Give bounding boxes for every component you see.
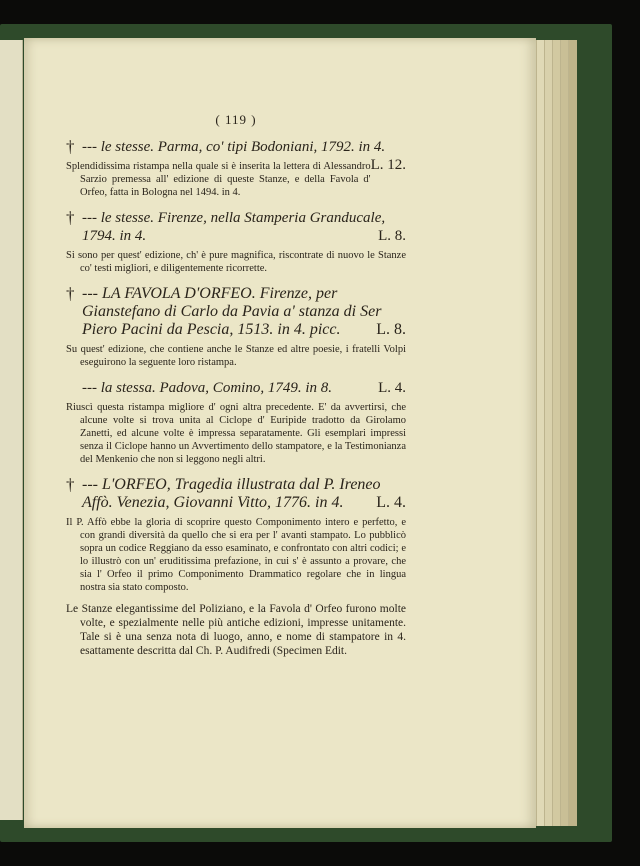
entry-title: --- L'ORFEO, Tragedia illustrata dal P. Ireneo Affò. Venezia, Giovanni Vitto, 1776. in 4.: [82, 476, 381, 511]
entry-description: Splendidissima ristampa nella quale si è inserita la lettera di Alessandro Sarzio premessa all' edizione di queste Stanze, e della Favola d' Orfeo, fatta in Bologna nel 1494. in 4.: [66, 161, 371, 198]
catalog-entry: [66, 285, 406, 369]
entry-price: L. 8.: [376, 321, 406, 338]
closing-paragraph: Le Stanze elegantissime del Poliziano, e la Favola d' Orfeo furono molte volte, e spezialmente nelle più antiche edizioni, impresse unitamente. Tale si è una senza nota di luogo, anno, e nome di stampatore in 4. esattamente descritta dal Ch. P. Audifredi (Specimen Edit.: [66, 603, 406, 657]
entry-heading: [66, 379, 406, 397]
entry-description: Su quest' edizione, che contiene anche le Stanze ed altre poesie, i fratelli Volpi eseguirono la seguente loro ristampa.: [66, 344, 406, 368]
entry-title: --- le stesse. Parma, co' tipi Bodoniani, 1792. in 4.: [82, 139, 386, 155]
catalog-entry: [66, 476, 406, 594]
page-stack-edge: [568, 40, 577, 826]
dagger-mark: †: [66, 208, 75, 227]
entry-description: Riuscì questa ristampa migliore d' ogni altra precedente. E' da avvertirsi, che alcune volte si trova unita al Ciclope d' Euripide tradotto da Girolamo Zanetti, ed alcune volte è impressa separatamente. Gli esemplari impressi senza il Ciclope hanno un Avvertimento dello stampatore, e la Testimonianza del Menkenio che non si leggono negli altri.: [66, 402, 406, 465]
entry-price: L. 8.: [378, 228, 406, 244]
entry-title: --- le stesse. Firenze, nella Stamperia Granducale, 1794. in 4.: [82, 210, 386, 244]
entry-description: Il P. Affò ebbe la gloria di scoprire questo Componimento intero e perfetto, e con grandi diversità da quello che si era per l' avanti stampato. Lo pubblicò sopra un codice Reggiano da esso esaminato, e confrontato con altri codici; e lo illustrò con un' eruditissima prefazione, in cui s' è assunto a provare, che sia l' Orfeo il primo Componimento Drammatico regolare che in lingua nostra sia stato composto.: [66, 517, 406, 593]
dagger-mark: †: [66, 284, 75, 303]
entry-heading: [66, 137, 406, 173]
dagger-mark: †: [66, 137, 75, 156]
entry-heading: [66, 209, 406, 245]
page-text-block: [66, 112, 406, 658]
entry-title: --- LA FAVOLA D'ORFEO. Firenze, per Gianstefano di Carlo da Pavia a' stanza di Ser Piero Pacini da Pescia, 1513. in 4. picc.: [82, 285, 382, 338]
entry-title: --- la stessa. Padova, Comino, 1749. in 8.: [82, 380, 332, 396]
entry-heading: [66, 285, 406, 339]
entry-price: L. 12.: [370, 157, 406, 173]
facing-page-edge: [0, 40, 23, 820]
entry-price: L. 4.: [376, 494, 406, 511]
entry-description: Si sono per quest' edizione, ch' è pure magnifica, riscontrate di nuovo le Stanze co' testi migliori, e diligentemente ricorrette.: [66, 250, 406, 274]
catalog-entry: [66, 138, 406, 199]
dagger-mark: †: [66, 475, 75, 494]
catalog-entry: [66, 209, 406, 275]
catalog-entry: [66, 379, 406, 466]
entry-heading: [66, 476, 406, 512]
entry-price: L. 4.: [378, 380, 406, 396]
page-number: ( 119 ): [215, 112, 257, 127]
